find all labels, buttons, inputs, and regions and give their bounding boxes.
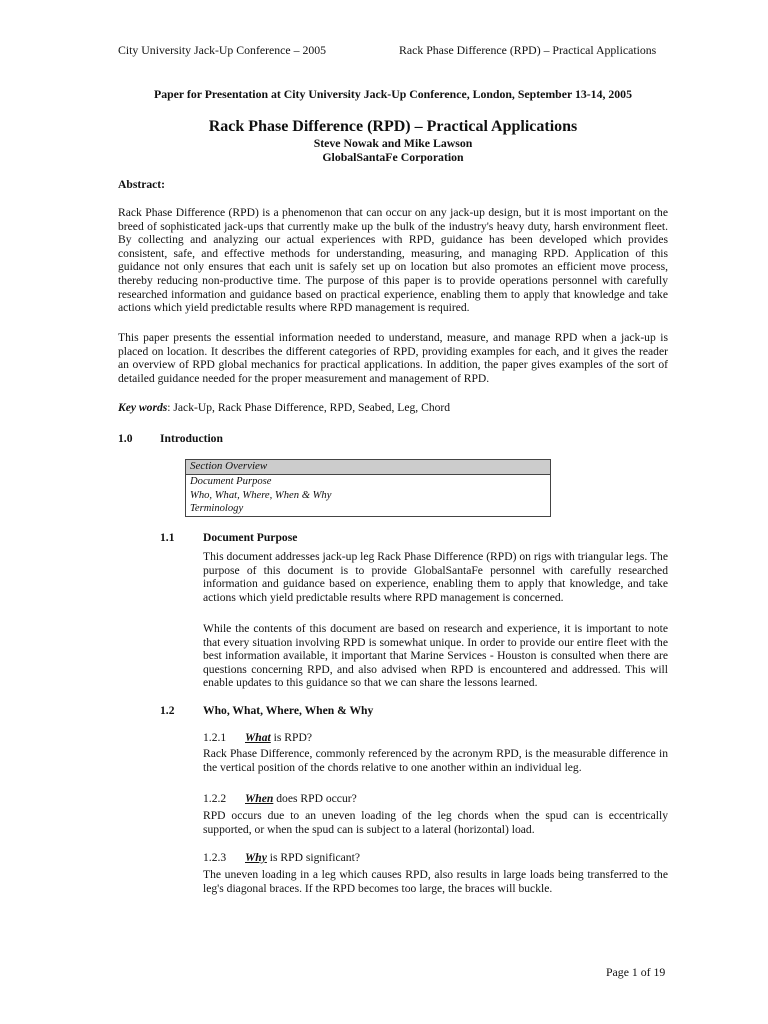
section-title: Document Purpose [203, 531, 298, 544]
question-keyword: When [245, 792, 274, 805]
authors: Steve Nowak and Mike Lawson [313, 136, 473, 150]
keywords-text: : Jack-Up, Rack Phase Difference, RPD, Seabed, Leg, Chord [167, 401, 451, 414]
question-answer-what: Rack Phase Difference, commonly referenced by the acronym RPD, is the measurable difference in the vertical position of the chords relative to one another within an individual leg. [203, 747, 668, 774]
keywords [118, 401, 668, 415]
question-heading-when [203, 792, 357, 806]
document-purpose-paragraph-1: This document addresses jack-up leg Rack Phase Difference (RPD) on rigs with triangular legs. The purpose of this document is to provide GlobalSantaFe personnel with carefully researched information and guidance based on experience, enabling them to apply that knowledge, and take actions which yield predictable results where RPD management is concerned. [203, 550, 668, 604]
section-number: 1.0 [118, 432, 133, 445]
section-title: Who, What, Where, When & Why [203, 704, 374, 717]
section-number: 1.2 [160, 704, 175, 717]
section-overview-heading: Section Overview [186, 460, 550, 475]
overview-item: Document Purpose [190, 475, 272, 487]
running-header-right: Rack Phase Difference (RPD) – Practical Applications [399, 43, 657, 57]
question-text: does RPD occur? [273, 792, 357, 805]
question-text: is RPD significant? [266, 851, 360, 864]
question-heading-what [203, 731, 312, 745]
question-answer-why: The uneven loading in a leg which causes RPD, also results in large loads being transferred to the leg's diagonal braces. If the RPD becomes too large, the braces will buckle. [203, 868, 668, 895]
section-heading-1-1 [160, 531, 297, 545]
question-keyword: What [245, 731, 271, 744]
overview-item: Terminology [190, 503, 244, 515]
running-header-left: City University Jack-Up Conference – 2005 [118, 43, 327, 57]
section-heading-1-0 [118, 432, 668, 446]
organization: GlobalSantaFe Corporation [322, 150, 464, 164]
paper-title: Rack Phase Difference (RPD) – Practical Applications [208, 118, 578, 135]
keywords-label: Key words [118, 401, 168, 414]
question-keyword: Why [245, 851, 267, 864]
overview-item: Who, What, Where, When & Why [190, 489, 332, 501]
section-heading-1-2 [160, 704, 373, 718]
abstract-heading: Abstract: [118, 178, 166, 191]
author-block [118, 136, 668, 164]
section-number: 1.1 [160, 531, 175, 544]
question-number: 1.2.3 [203, 851, 227, 864]
section-overview-box [185, 459, 551, 517]
question-answer-when: RPD occurs due to an uneven loading of the leg chords when the spud can is eccentrically supported, or when the spud can is subject to a lateral (horizontal) load. [203, 809, 668, 836]
question-number: 1.2.1 [203, 731, 227, 744]
abstract-paragraph-1: Rack Phase Difference (RPD) is a phenomenon that can occur on any jack-up design, but it is most important on the breed of sophisticated jack-ups that currently make up the bulk of the industry's heavy duty, harsh environment fleet. By collecting and analyzing our actual experiences with RPD, guidance has been developed which provides consistent, safe, and effective methods for understanding, measuring, and managing RPD. Application of this guidance not only ensures that each unit is safely set up on location but also promotes an efficient move process, thereby reducing non-productive time. The purpose of this paper is to provide operations personnel with carefully researched information and guidance based on practical experience, enabling them to apply that knowledge and take actions which yield predictable results where RPD management is required. [118, 206, 668, 315]
presentation-line: Paper for Presentation at City University Jack-Up Conference, London, September 13-14, 2005 [154, 87, 632, 101]
page-number: Page 1 of 19 [606, 965, 666, 979]
document-purpose-paragraph-2: While the contents of this document are based on research and experience, it is important to note that every situation involving RPD is somewhat unique. In order to provide our entire fleet with the best information available, it important that Marine Services - Houston is consulted when there are questions concerning RPD, and also advised when RPD is encountered and addressed. This will enable updates to this guidance so that we can share the lessons learned. [203, 622, 668, 690]
question-text: is RPD? [270, 731, 313, 744]
question-number: 1.2.2 [203, 792, 227, 805]
question-heading-why [203, 851, 360, 865]
section-title: Introduction [160, 432, 223, 445]
abstract-paragraph-2: This paper presents the essential information needed to understand, measure, and manage RPD when a jack-up is placed on location. It describes the different categories of RPD, providing examples for each, and it gives the reader an overview of RPD global mechanics for practical applications. In addition, the paper gives examples of the sort of detailed guidance needed for the proper measurement and management of RPD. [118, 331, 668, 385]
